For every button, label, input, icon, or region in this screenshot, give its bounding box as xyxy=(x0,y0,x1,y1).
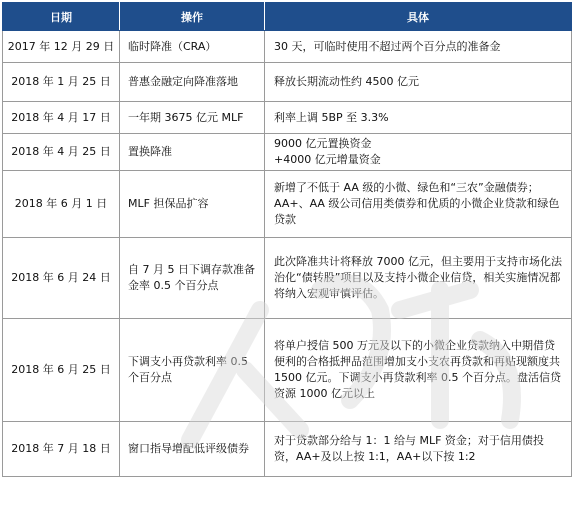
operation-cell: 自 7 月 5 日下调存款准备金率 0.5 个百分点 xyxy=(120,238,265,319)
operation-cell: 一年期 3675 亿元 MLF xyxy=(120,102,265,134)
operation-cell: 下调支小再贷款利率 0.5 个百分点 xyxy=(120,319,265,422)
date-cell: 2017 年 12 月 29 日 xyxy=(3,31,120,63)
header-row xyxy=(3,3,572,31)
table-row xyxy=(3,319,572,422)
detail-cell: 对于贷款部分给与 1：1 给与 MLF 资金；对于信用债投资，AA+及以上按 1:1，AA+以下按 1:2 xyxy=(265,422,572,477)
date-cell: 2018 年 6 月 24 日 xyxy=(3,238,120,319)
detail-cell: 30 天，可临时使用不超过两个百分点的准备金 xyxy=(265,31,572,63)
detail-cell: 释放长期流动性约 4500 亿元 xyxy=(265,63,572,102)
table-row xyxy=(3,134,572,171)
detail-cell: 新增了不低于 AA 级的小微、绿色和“三农”金融债券；AA+、AA 级公司信用类债券和优质的小微企业贷款和绿色贷款 xyxy=(265,171,572,238)
table-row xyxy=(3,63,572,102)
policy-table xyxy=(2,2,572,477)
table-row xyxy=(3,171,572,238)
date-cell: 2018 年 4 月 17 日 xyxy=(3,102,120,134)
operation-cell: 窗口指导增配低评级债券 xyxy=(120,422,265,477)
date-cell: 2018 年 6 月 25 日 xyxy=(3,319,120,422)
table-row xyxy=(3,422,572,477)
date-cell: 2018 年 4 月 25 日 xyxy=(3,134,120,171)
operation-cell: 置换降准 xyxy=(120,134,265,171)
header-detail: 具体 xyxy=(265,3,572,31)
table-row xyxy=(3,31,572,63)
detail-line: 9000 亿元置换资金 xyxy=(274,137,372,150)
detail-cell: 利率上调 5BP 至 3.3% xyxy=(265,102,572,134)
date-cell: 2018 年 7 月 18 日 xyxy=(3,422,120,477)
date-cell: 2018 年 1 月 25 日 xyxy=(3,63,120,102)
detail-cell: 此次降准共计将释放 7000 亿元，但主要用于支持市场化法治化“债转股”项目以及支持小微企业信贷，相关实施情况都将纳入宏观审慎评估。 xyxy=(265,238,572,319)
table-row xyxy=(3,238,572,319)
operation-cell: 普惠金融定向降准落地 xyxy=(120,63,265,102)
detail-cell xyxy=(265,134,572,171)
detail-cell: 将单户授信 500 万元及以下的小微企业贷款纳入中期借贷便利的合格抵押品范围增加支小支农再贷款和再贴现额度共 1500 亿元。下调支小再贷款利率 0.5 个百分点。盘活信贷资源 1000 亿元以上 xyxy=(265,319,572,422)
operation-cell: 临时降准（CRA） xyxy=(120,31,265,63)
header-date: 日期 xyxy=(3,3,120,31)
date-cell: 2018 年 6 月 1 日 xyxy=(3,171,120,238)
header-operation: 操作 xyxy=(120,3,265,31)
operation-cell: MLF 担保品扩容 xyxy=(120,171,265,238)
table-row xyxy=(3,102,572,134)
detail-line: +4000 亿元增量资金 xyxy=(274,153,381,166)
